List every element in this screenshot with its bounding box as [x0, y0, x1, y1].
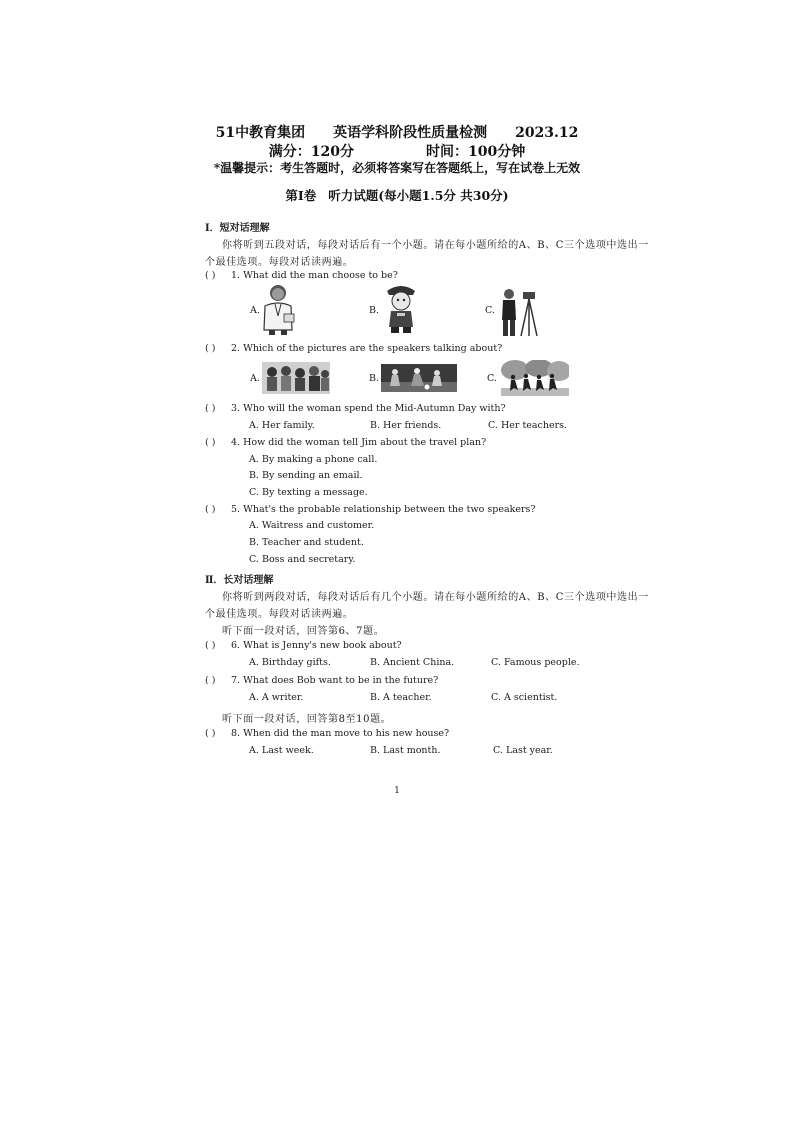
option-a: A. Her family. [249, 420, 315, 431]
question-3 [205, 403, 506, 414]
question-8 [205, 728, 449, 739]
option-b: B. Her friends. [370, 420, 442, 431]
school-name: 51中教育集团 [215, 125, 306, 141]
question-text: 2. Which of the pictures are the speakers talking about? [231, 343, 503, 354]
question-2 [205, 343, 502, 354]
option-a: A. By making a phone call. [249, 454, 378, 465]
option-b: B. A teacher. [370, 692, 432, 703]
option-c: C. By texting a message. [249, 487, 368, 498]
exam-title-line [0, 122, 794, 142]
option-a: A. Waitress and customer. [249, 520, 375, 531]
question-text: 7. What does Bob want to be in the future? [231, 675, 439, 686]
option-a: A. A writer. [249, 692, 304, 703]
option-b: B. Last month. [370, 745, 441, 756]
question-7 [205, 675, 438, 686]
question-text: 3. Who will the woman spend the Mid-Autumn Day with? [231, 403, 506, 414]
page-number: 1 [394, 786, 400, 796]
section2-lead-2: 听下面一段对话，回答第8至10题。 [222, 714, 392, 725]
question-4 [205, 437, 486, 448]
exam-notice: *温馨提示：考生答题时，必须将答案写在答题纸上，写在试卷上无效 [213, 161, 581, 175]
full-score: 满分：120分 [268, 144, 354, 160]
option-c: C. A scientist. [491, 692, 558, 703]
section1-title: Ⅰ．短对话理解 [205, 223, 270, 234]
option-c: C. Her teachers. [488, 420, 568, 431]
option-a: A. Last week. [249, 745, 314, 756]
answer-blank[interactable]: ( ) [205, 437, 216, 448]
option-c: C. Last year. [493, 745, 553, 756]
question-text: 8. When did the man move to his new house? [231, 728, 450, 739]
section2-lead-1: 听下面一段对话，回答第6、7题。 [222, 626, 385, 637]
question-text: 4. How did the woman tell Jim about the travel plan? [231, 437, 487, 448]
exam-date: 2023.12 [515, 125, 579, 141]
section2-intro-2: 个最佳选项。每段对话读两遍。 [205, 609, 354, 620]
section2-title: Ⅱ．长对话理解 [205, 575, 274, 586]
option-b: B. By sending an email. [249, 470, 363, 481]
question-1 [205, 270, 398, 281]
answer-blank[interactable]: ( ) [205, 675, 216, 686]
option-c: C. Famous people. [491, 657, 580, 668]
question-text: 6. What is Jenny's new book about? [231, 640, 402, 651]
football-match-picture-icon [381, 364, 457, 392]
subject-name: 英语学科阶段性质量检测 [333, 125, 488, 141]
section1-intro-1: 你将听到五段对话，每段对话后有一个小题。请在每小题所给的A、B、C三个选项中选出一 [222, 240, 649, 251]
option-label-a: A. [250, 373, 260, 384]
option-label-c: C. [487, 373, 497, 384]
volume-label: 第Ⅰ卷 [285, 188, 317, 203]
answer-blank[interactable]: ( ) [205, 270, 216, 281]
question-text: 1. What did the man choose to be? [231, 270, 398, 281]
question-6 [205, 640, 402, 651]
score-time-line [0, 141, 794, 161]
option-b: B. Teacher and student. [249, 537, 364, 548]
answer-blank[interactable]: ( ) [205, 343, 216, 354]
option-label-c: C. [485, 305, 495, 316]
option-label-b: B. [369, 373, 380, 384]
answer-blank[interactable]: ( ) [205, 728, 216, 739]
part-label: 听力试题(每小题1.5分 共30分) [328, 188, 509, 203]
exam-time: 时间：100分钟 [426, 144, 526, 160]
runners-picture-icon [501, 360, 569, 396]
option-label-a: A. [250, 305, 260, 316]
answer-blank[interactable]: ( ) [205, 640, 216, 651]
question-text: 5. What's the probable relationship between the two speakers? [231, 504, 536, 515]
doctor-picture-icon [258, 282, 298, 336]
surveyor-picture-icon [497, 286, 541, 338]
question-5 [205, 504, 536, 515]
people-group-picture-icon [262, 362, 330, 394]
answer-blank[interactable]: ( ) [205, 504, 216, 515]
volume-heading [0, 186, 794, 204]
section2-intro-1: 你将听到两段对话，每段对话后有几个小题。请在每小题所给的A、B、C三个选项中选出一 [222, 592, 649, 603]
option-a: A. Birthday gifts. [249, 657, 331, 668]
option-b: B. Ancient China. [370, 657, 455, 668]
police-officer-picture-icon [381, 281, 421, 335]
answer-blank[interactable]: ( ) [205, 403, 216, 414]
section1-intro-2: 个最佳选项。每段对话读两遍。 [205, 257, 354, 268]
option-c: C. Boss and secretary. [249, 554, 356, 565]
option-label-b: B. [369, 305, 380, 316]
